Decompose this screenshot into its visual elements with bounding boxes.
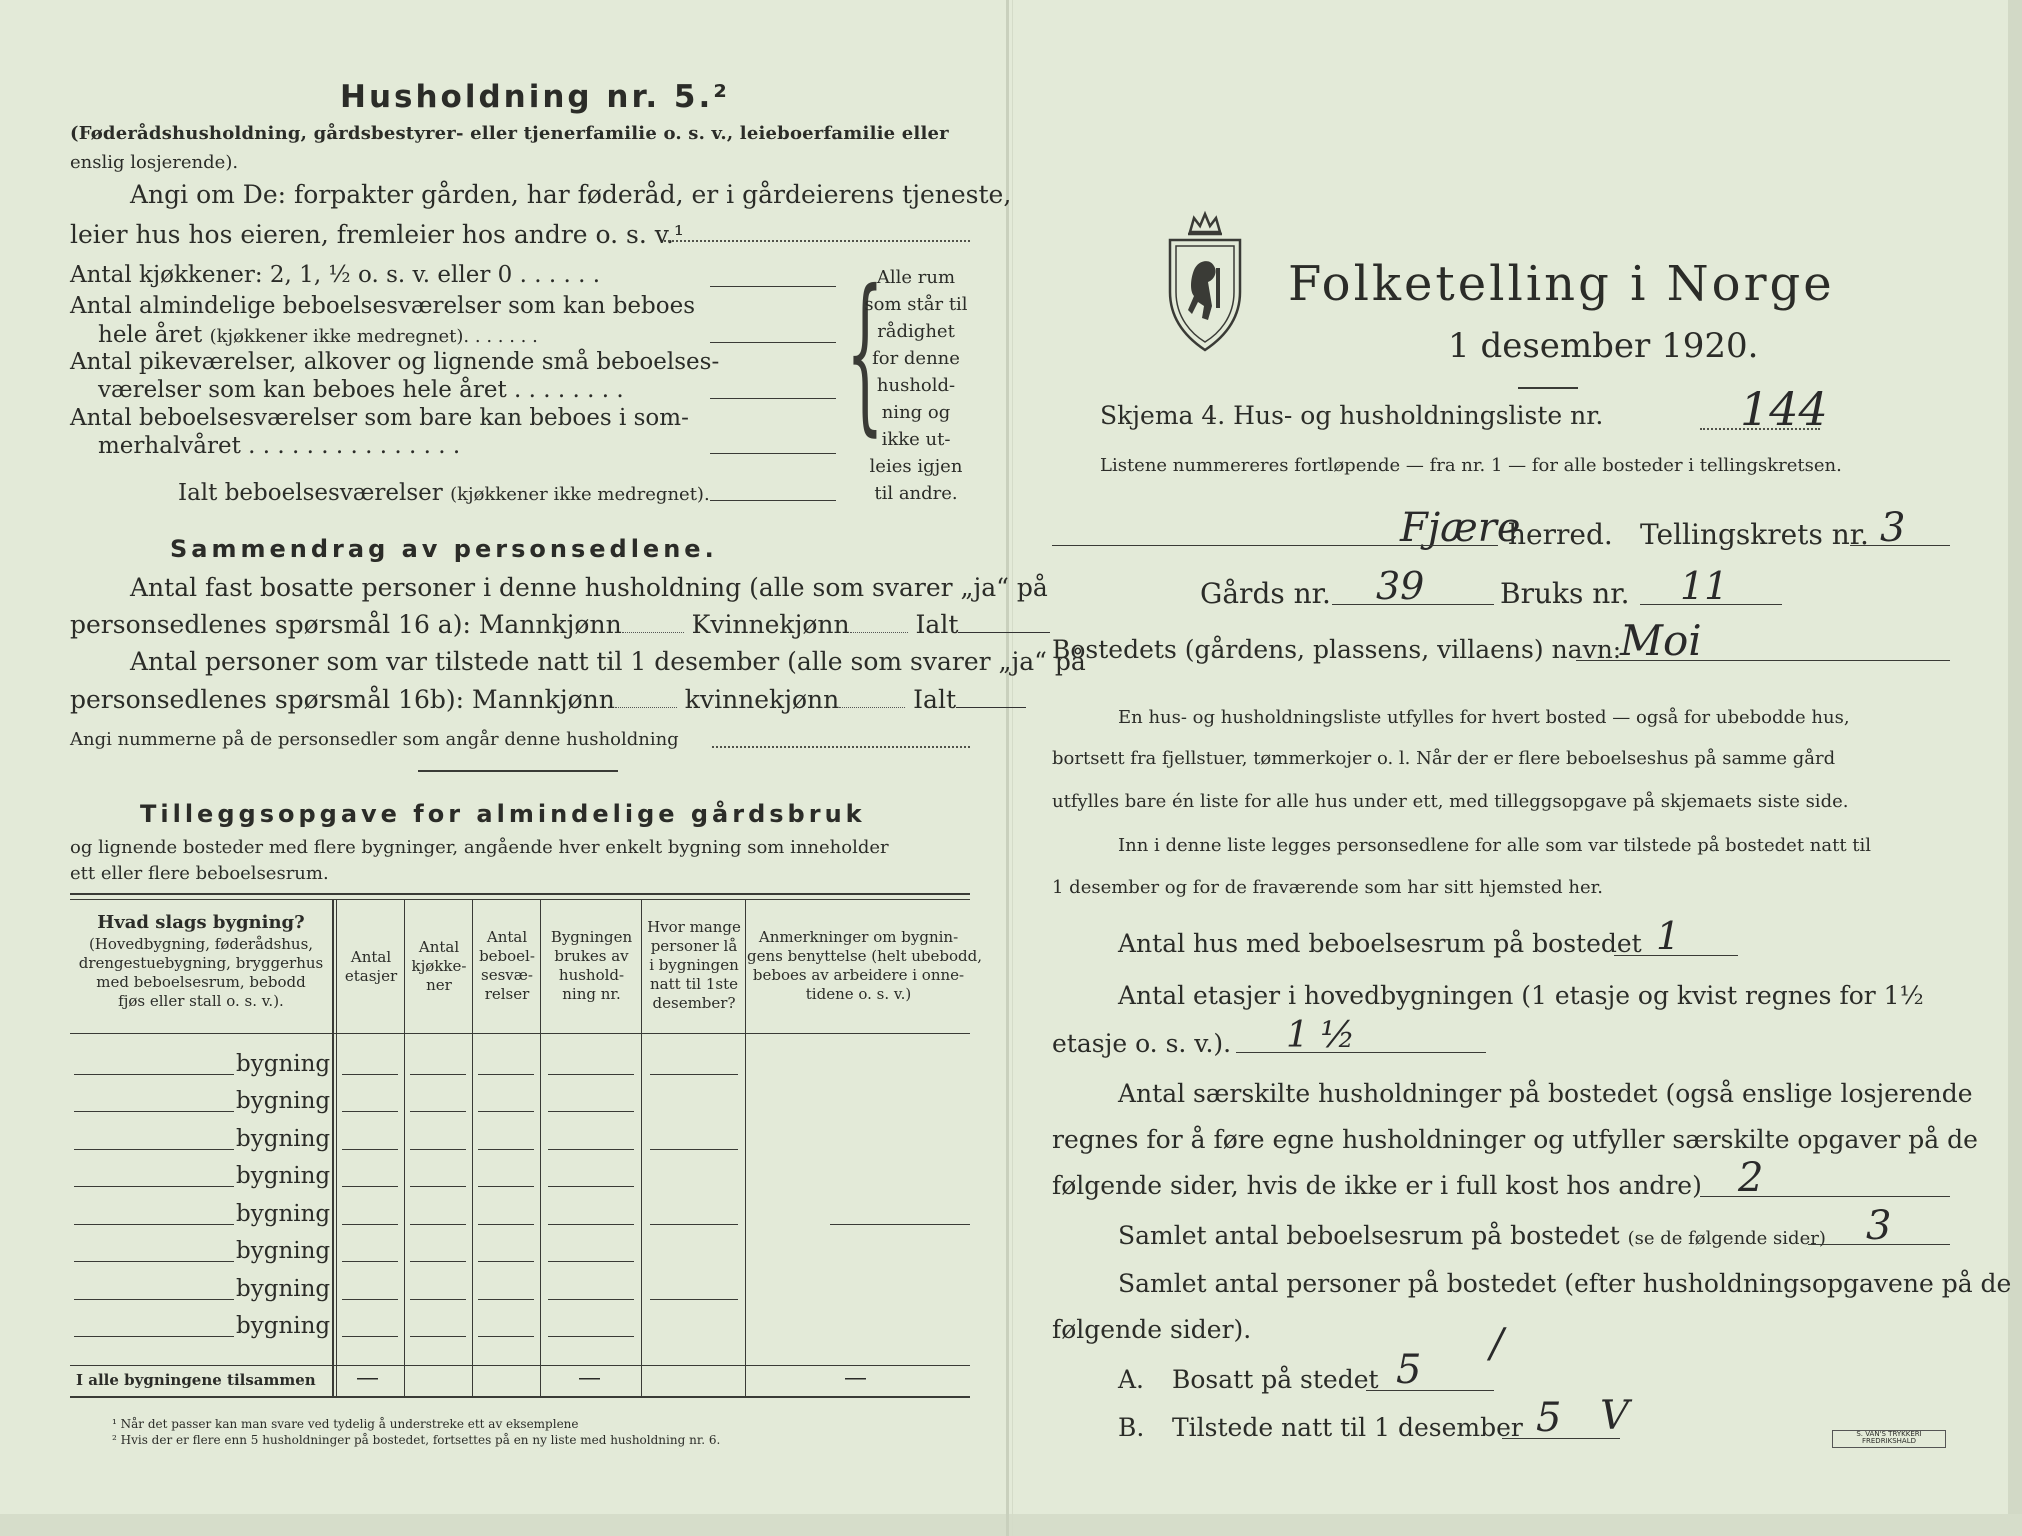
- row-label: bygning: [236, 1201, 331, 1227]
- brace-icon: {: [846, 254, 884, 452]
- tilstede-line-2: personsedlenes spørsmål 16b): Mannkjønn kvinnekjønn Ialt: [70, 686, 1026, 714]
- tilstede-line-1: Antal personer som var tilstede natt til 1 desember (alle som svarer „ja“ på: [130, 647, 1086, 676]
- bostedets-label: Bostedets (gårdens, plassens, villaens) navn:: [1052, 635, 1622, 664]
- hus-fill: [1614, 955, 1738, 956]
- tilstede-fill: [1502, 1438, 1620, 1439]
- etasjer-value: 1 ½: [1286, 1015, 1356, 1056]
- left-subtitle-1: (Føderådshusholdning, gårdsbestyrer- eller tjenerfamilie o. s. v., leieboerfamilie eller: [70, 123, 949, 144]
- col-divider: [336, 899, 337, 1396]
- bruks-number: 11: [1680, 564, 1729, 608]
- pike-line-2: værelser som kan beboes hele året . . . . . . . .: [98, 377, 624, 403]
- pike-line-1: Antal pikeværelser, alkover og lignende små beboelses-: [70, 349, 720, 375]
- samlet-rum-fill: [1808, 1244, 1950, 1245]
- para1-line-3: utfylles bare én liste for alle hus under ett, med tilleggsopgave på skjemaets siste side.: [1052, 791, 1849, 812]
- pike-line: [710, 398, 836, 399]
- bosatt-label: Bosatt på stedet: [1172, 1365, 1379, 1394]
- col-header-anmerkninger: Anmerkninger om bygnin- gens benyttelse (helt ubebodd, beboes av arbeidere i onne- tidene o. s. v.): [747, 928, 983, 1003]
- saer-line-3: følgende sider, hvis de ikke er i full kost hos andre): [1052, 1171, 1702, 1200]
- bosatt-fill: [1366, 1390, 1494, 1391]
- herred-name: Fjære: [1400, 505, 1521, 551]
- sammendrag-title: Sammendrag av personsedlene.: [170, 535, 718, 563]
- col-header-personer: Hvor mange personer lå i bygningen natt til 1ste desember?: [647, 918, 741, 1012]
- page-edge: [2008, 0, 2022, 1536]
- col-header-husholdning: Bygningen brukes av hushold- ning nr.: [550, 928, 633, 1003]
- herred-fill: [1052, 545, 1498, 546]
- col-header-etasjer: Antal etasjer: [344, 948, 398, 985]
- col-divider: [472, 899, 473, 1396]
- table-top-rule-2: [70, 899, 970, 900]
- etasjer-line-1: Antal etasjer i hovedbygningen (1 etasje og kvist regnes for 1½: [1118, 981, 1924, 1010]
- nummerne-fill: [712, 746, 970, 748]
- alm-line-2: hele året (kjøkkener ikke medregnet). . . . . . .: [98, 322, 538, 348]
- tillegg-line-2: ett eller flere beboelsesrum.: [70, 863, 329, 884]
- col-divider: [540, 899, 541, 1396]
- tellingskrets-label: Tellingskrets nr.: [1640, 518, 1869, 551]
- brace-note: Alle rum som står til rådighet for denne hushold- ning og ikke ut- leies igjen til andre.: [864, 267, 968, 504]
- samlet-rum-value: 3: [1866, 1203, 1892, 1249]
- bruks-label: Bruks nr.: [1500, 577, 1630, 610]
- row-label: bygning: [236, 1051, 331, 1077]
- bostedets-fill: [1576, 660, 1950, 661]
- fast-line-2: personsedlenes spørsmål 16 a): Mannkjønn Kvinnekjønn Ialt: [70, 611, 1050, 639]
- angi-fill-line: [664, 240, 970, 242]
- bostedets-name: Moi: [1620, 616, 1702, 665]
- page-fold-shadow: [1012, 0, 1013, 1536]
- row-label: bygning: [236, 1313, 331, 1339]
- coat-of-arms-icon: [1164, 210, 1246, 360]
- right-title: Folketelling i Norge: [1288, 256, 1835, 312]
- row-label: bygning: [236, 1276, 331, 1302]
- tilstede-check-icon: V: [1600, 1393, 1629, 1439]
- samlet-pers-line-1: Samlet antal personer på bostedet (efter husholdningsopgavene på de: [1118, 1269, 2012, 1298]
- tellingskrets-number: 3: [1880, 505, 1906, 551]
- alm-line: [710, 342, 836, 343]
- etasjer-line-2: etasje o. s. v.).: [1052, 1029, 1232, 1058]
- tilstede-value: 5: [1536, 1395, 1562, 1441]
- fast-line-1: Antal fast bosatte personer i denne husholdning (alle som svarer „ja“ på: [130, 573, 1048, 602]
- row-label: bygning: [236, 1126, 331, 1152]
- hus-value: 1: [1656, 914, 1681, 958]
- kjokkener-label: Antal kjøkkener: 2, 1, ½ o. s. v. eller 0 . . . . . .: [70, 262, 601, 288]
- col-divider: [745, 899, 746, 1396]
- section-divider: [418, 770, 618, 772]
- row-label: bygning: [236, 1088, 331, 1114]
- row-label: bygning: [236, 1238, 331, 1264]
- footnote-1: ¹ Når det passer kan man svare ved tydelig å understreke ett av eksemplene: [112, 1417, 579, 1431]
- tilstede-letter: B.: [1118, 1413, 1145, 1442]
- samlet-rum-label: Samlet antal beboelsesrum på bostedet (se de følgende sider): [1118, 1221, 1826, 1250]
- title-divider: [1518, 387, 1578, 389]
- total-label: I alle bygningene tilsammen: [76, 1371, 316, 1389]
- skjema-number: 144: [1740, 382, 1828, 436]
- ialt-fill-line: [710, 500, 836, 501]
- etasjer-fill: [1236, 1052, 1486, 1053]
- gards-fill: [1332, 604, 1494, 605]
- total-dash-etasjer: —: [356, 1365, 379, 1391]
- saer-fill: [1700, 1196, 1950, 1197]
- col-header-vaerelser: Antal beboel- sesvæ- relser: [479, 928, 535, 1003]
- para1-line-1: En hus- og husholdningsliste utfylles for hvert bosted — også for ubebodde hus,: [1118, 707, 1850, 728]
- col-header-type: Hvad slags bygning? (Hovedbygning, føderådshus, drengestuebygning, bryggerhus med beboelsesrum, bebodd fjøs eller stall o. s. v.).: [78, 912, 324, 1010]
- saer-line-2: regnes for å føre egne husholdninger og utfyller særskilte opgaver på de: [1052, 1125, 1978, 1154]
- left-title: Husholdning nr. 5.²: [340, 79, 730, 115]
- tilstede-label: Tilstede natt til 1 desember: [1172, 1413, 1523, 1442]
- bosatt-letter: A.: [1118, 1365, 1145, 1394]
- col-divider: [641, 899, 642, 1396]
- saer-value: 2: [1738, 1155, 1764, 1201]
- table-header-rule: [70, 1033, 970, 1034]
- gards-number: 39: [1376, 564, 1425, 608]
- table-bottom-rule: [70, 1396, 970, 1398]
- col-divider: [332, 899, 334, 1396]
- tillegg-line-1: og lignende bosteder med flere bygninger, angående hver enkelt bygning som inneholder: [70, 837, 889, 858]
- skjema-label: Skjema 4. Hus- og husholdningsliste nr.: [1100, 401, 1604, 430]
- tillegg-title: Tilleggsopgave for almindelige gårdsbruk: [140, 800, 866, 828]
- page-edge-bottom: [0, 1514, 2022, 1536]
- angi-nummerne: Angi nummerne på de personsedler som angår denne husholdning: [70, 729, 679, 750]
- samlet-pers-line-2: følgende sider).: [1052, 1315, 1252, 1344]
- tellingskrets-fill: [1850, 545, 1950, 546]
- col-header-kjokkener: Antal kjøkke- ner: [411, 938, 467, 994]
- kjokkener-line: [710, 286, 836, 287]
- right-date: 1 desember 1920.: [1448, 326, 1759, 366]
- total-dash-anmerkninger: —: [844, 1365, 867, 1391]
- table-top-rule: [70, 893, 970, 895]
- bosatt-check-icon: /: [1490, 1321, 1504, 1367]
- total-dash-husholdning: —: [578, 1365, 601, 1391]
- ialt-line: Ialt beboelsesværelser (kjøkkener ikke medregnet).: [178, 480, 710, 506]
- som-line: [710, 453, 836, 454]
- alm-line-1: Antal almindelige beboelsesværelser som kan beboes: [70, 293, 696, 319]
- page-fold: [1006, 0, 1009, 1536]
- para1-line-2: bortsett fra fjellstuer, tømmerkojer o. l. Når der er flere beboelseshus på samme gård: [1052, 748, 1836, 769]
- left-subtitle-2: enslig losjerende).: [70, 152, 239, 173]
- som-line-1: Antal beboelsesværelser som bare kan beboes i som-: [70, 405, 689, 431]
- saer-line-1: Antal særskilte husholdninger på bostedet (også enslige losjerende: [1118, 1079, 1973, 1108]
- gards-label: Gårds nr.: [1200, 577, 1331, 610]
- hus-label: Antal hus med beboelsesrum på bostedet: [1118, 929, 1642, 958]
- angi-line-2: leier hus hos eieren, fremleier hos andre o. s. v.¹: [70, 220, 684, 249]
- herred-label: herred.: [1508, 518, 1613, 551]
- footnote-2: ² Hvis der er flere enn 5 husholdninger på bostedet, fortsettes på en ny liste med husholdning nr. 6.: [112, 1433, 721, 1447]
- angi-line-1: Angi om De: forpakter gården, har føderåd, er i gårdeierens tjeneste,: [130, 180, 1012, 209]
- listene-note: Listene nummereres fortløpende — fra nr. 1 — for alle bosteder i tellingskretsen.: [1100, 455, 1842, 476]
- table-total-rule: [70, 1365, 970, 1366]
- bosatt-value: 5: [1396, 1347, 1422, 1393]
- som-line-2: merhalvåret . . . . . . . . . . . . . . .: [98, 433, 461, 459]
- row-label: bygning: [236, 1163, 331, 1189]
- skjema-fill: [1700, 428, 1820, 430]
- bruks-fill: [1640, 604, 1782, 605]
- col-divider: [404, 899, 405, 1396]
- para2-line-2: 1 desember og for de fraværende som har sitt hjemsted her.: [1052, 877, 1603, 898]
- printer-stamp: S. VAN'S TRYKKERI FREDRIKSHALD: [1832, 1430, 1946, 1448]
- para2-line-1: Inn i denne liste legges personsedlene for alle som var tilstede på bostedet natt til: [1118, 835, 1872, 856]
